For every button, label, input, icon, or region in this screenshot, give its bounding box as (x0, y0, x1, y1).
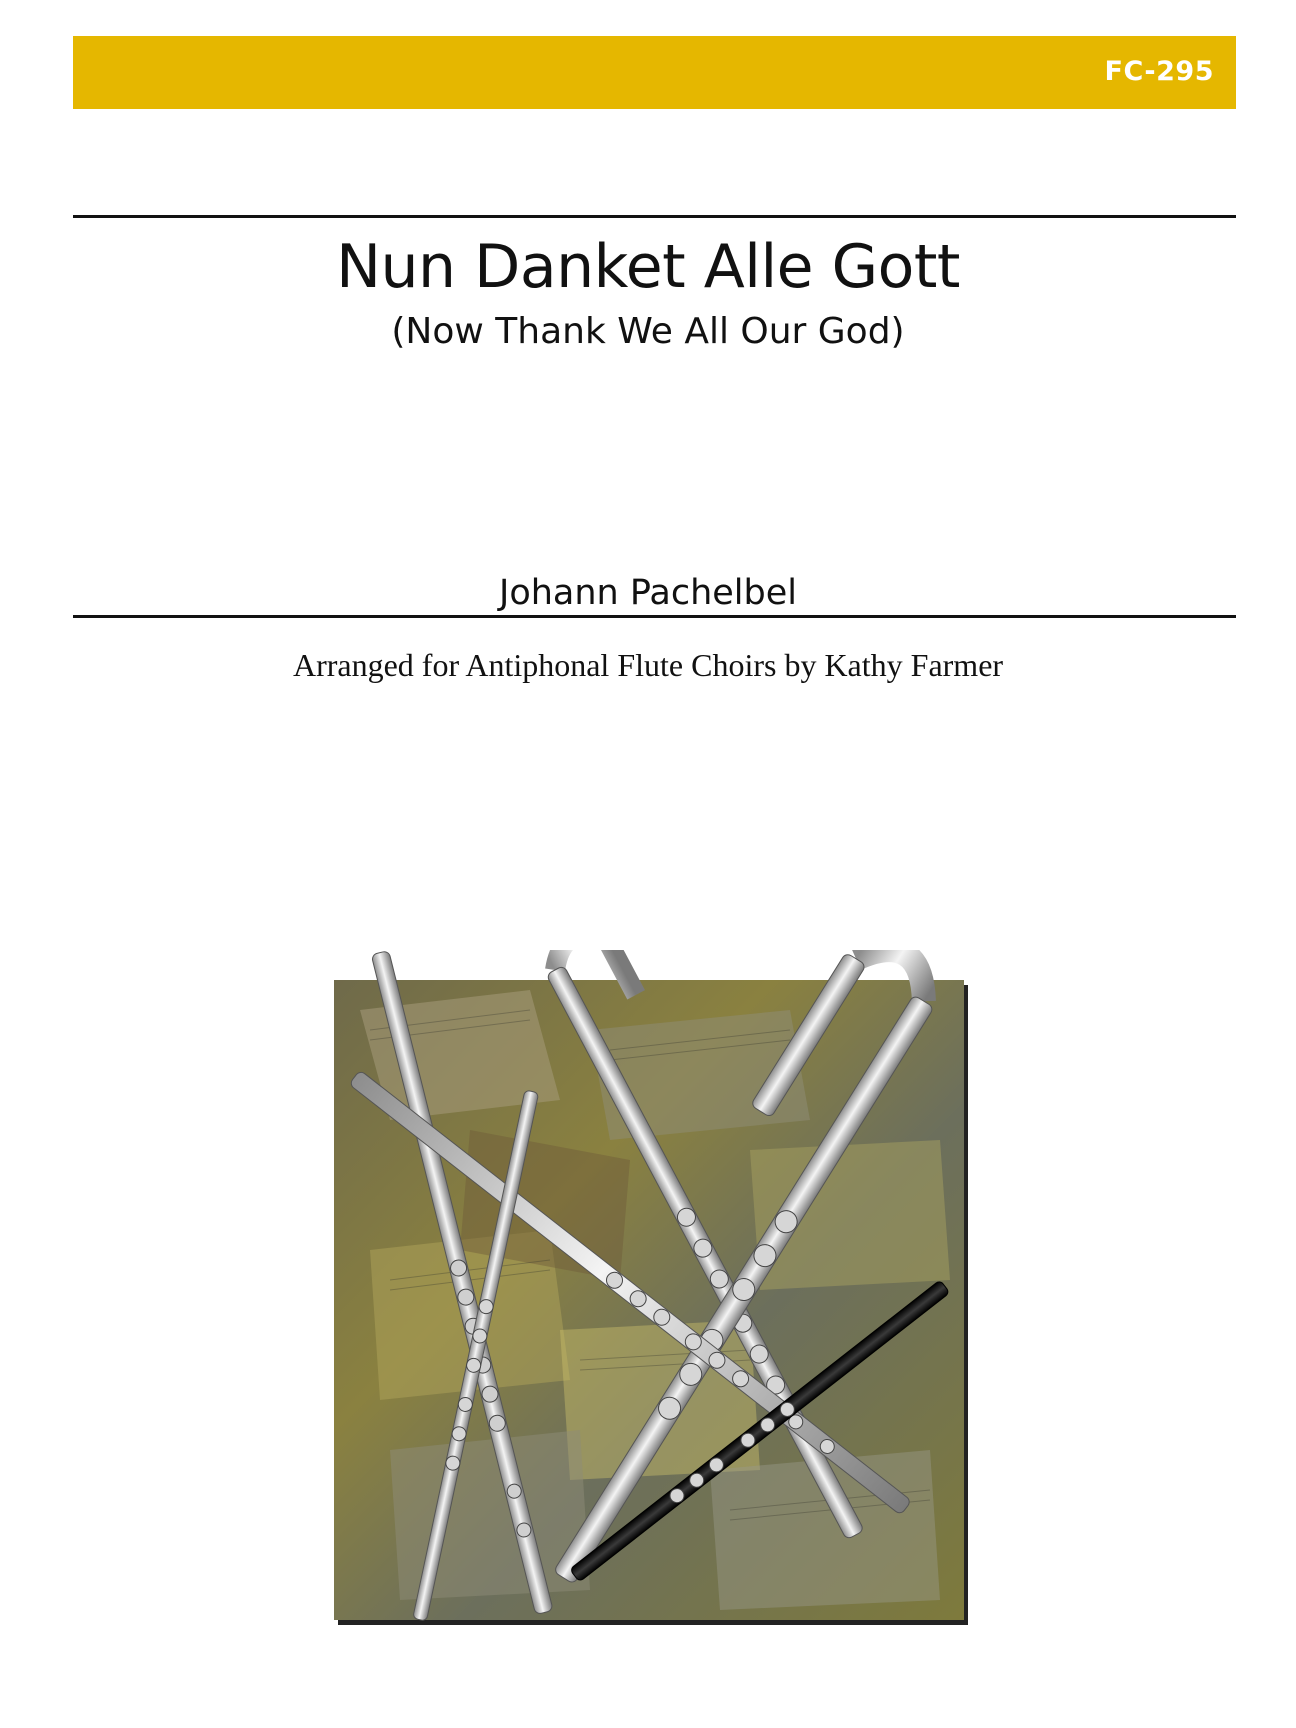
composer-divider (73, 615, 1236, 618)
composer-name: Johann Pachelbel (499, 573, 797, 613)
arranger-credit: Arranged for Antiphonal Flute Choirs by Kathy Farmer (292, 647, 1004, 683)
flutes-collage-icon (330, 950, 975, 1640)
header-bar (73, 36, 1236, 109)
page-subtitle: (Now Thank We All Our God) (391, 311, 905, 352)
catalog-number: FC-295 (1104, 56, 1214, 87)
top-divider (73, 215, 1236, 218)
page-title: Nun Danket Alle Gott (336, 232, 960, 302)
